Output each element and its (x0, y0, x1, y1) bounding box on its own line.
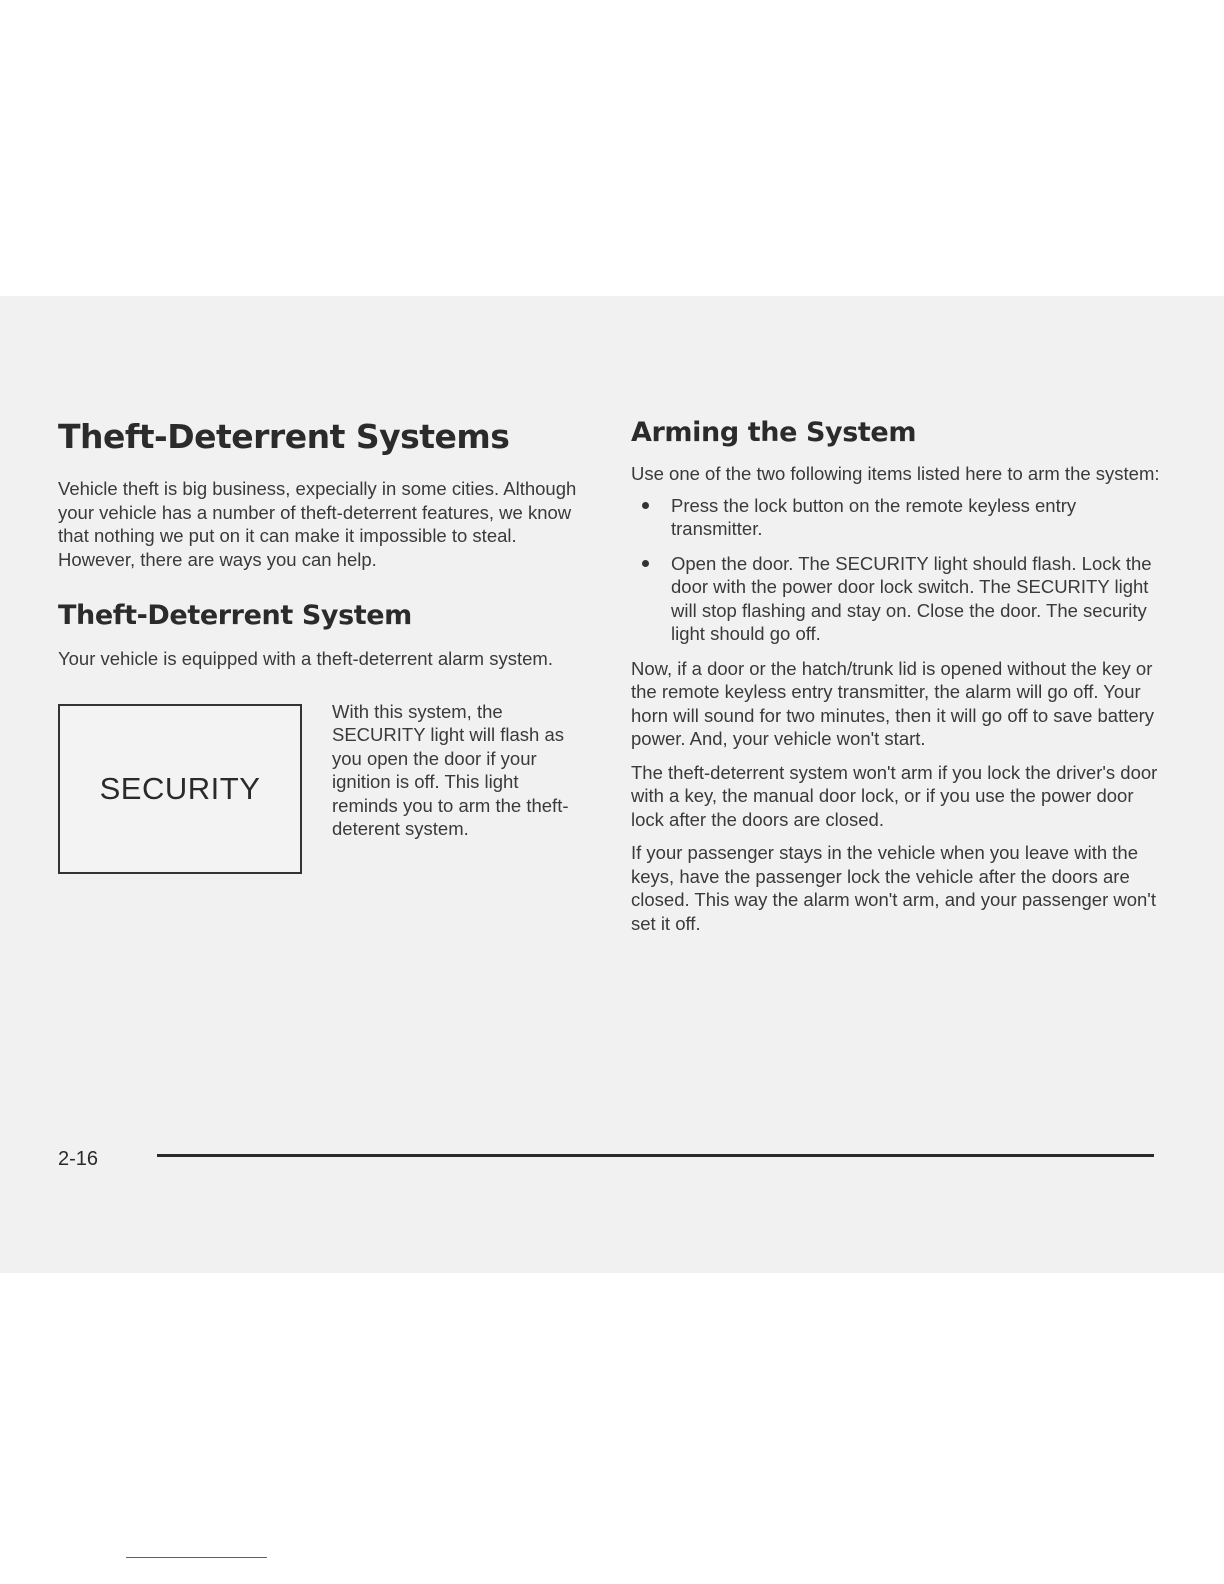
arming-intro: Use one of the two following items listed here to arm the system: (631, 463, 1160, 484)
passenger-paragraph: If your passenger stays in the vehicle when you leave with the keys, have the passenger lock the vehicle after the doors are closed. This way the alarm won't arm, and your passenger won't set it off. (631, 842, 1156, 934)
list-item (631, 552, 1161, 646)
right-column (631, 414, 1161, 945)
list-item-text: Press the lock button on the remote keyless entry transmitter. (671, 494, 1077, 539)
page-title: Theft-Deterrent Systems (58, 417, 510, 456)
arming-steps-list (631, 494, 1161, 646)
alarm-paragraph: Now, if a door or the hatch/trunk lid is opened without the key or the remote keyless entry transmitter, the alarm will go off. Your horn will sound for two minutes, then it will go off to save battery power. And, your vehicle won't start. (631, 657, 1155, 749)
security-light-label: SECURITY (99, 770, 261, 806)
link-underline[interactable] (126, 1557, 267, 1558)
theft-deterrent-system-section (58, 597, 588, 882)
list-item-text: Open the door. The SECURITY light should flash. Lock the door with the power door lock switch. The SECURITY light will stop flashing and stay on. Close the door. The security light should go off. (671, 552, 1152, 644)
arming-title: Arming the System (631, 417, 917, 448)
security-description: With this system, the SECURITY light will flash as you open the door if your ignition is off. This light reminds you to arm the theft-deterent system. (332, 700, 569, 839)
list-item (631, 494, 1161, 541)
left-column (58, 414, 588, 882)
bullet-icon (642, 502, 649, 509)
section-title: Theft-Deterrent System (58, 600, 412, 631)
page-number: 2-16 (58, 1148, 99, 1170)
security-light-illustration (58, 704, 302, 874)
arming-exception-paragraph: The theft-deterrent system won't arm if you lock the driver's door with a key, the manual door lock, or if you use the power door lock after the doors are closed. (631, 761, 1158, 830)
footer-rule (157, 1154, 1154, 1157)
bullet-icon (642, 560, 649, 567)
section-intro: Your vehicle is equipped with a theft-deterrent alarm system. (58, 648, 553, 669)
security-figure-row (58, 700, 588, 882)
intro-paragraph: Vehicle theft is big business, expecially in some cities. Although your vehicle has a number of theft-deterrent features, we know that nothing we put on it can make it impossible to steal. However, there are ways you can help. (58, 478, 577, 570)
